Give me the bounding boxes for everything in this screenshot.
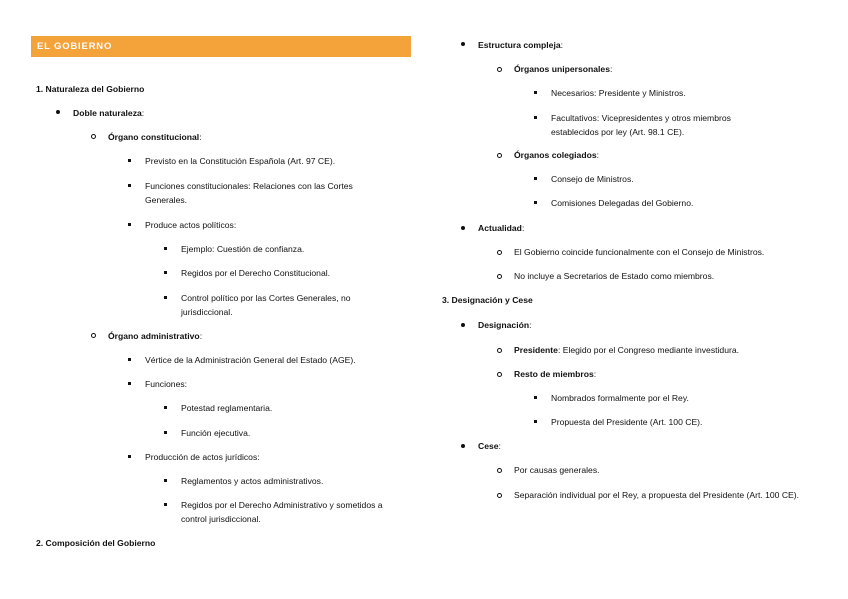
bullet-icon [461,323,465,327]
bullet-icon [534,177,537,180]
list-item: Potestad reglamentaria. [181,403,273,413]
list-item: Control político por las Cortes Generales, no jurisdiccional. [181,293,351,317]
bullet-icon [128,159,131,162]
list-item: Regidos por el Derecho Administrativo y sometidos a control jurisdiccional. [181,500,383,524]
list-item: Doble naturaleza: [73,108,145,118]
bullet-icon [461,226,465,230]
list-item: Cese: [478,441,501,451]
bullet-icon [91,333,96,338]
bullet-icon [164,406,167,409]
list-item: El Gobierno coincide funcionalmente con el Consejo de Ministros. [514,247,765,257]
list-item: Produce actos políticos: [145,220,237,230]
list-item: Nombrados formalmente por el Rey. [551,393,689,403]
bullet-icon [128,382,131,385]
bullet-icon [497,468,502,473]
list-item: Designación: [478,320,532,330]
list-item: Vértice de la Administración General del Estado (AGE). [145,355,356,365]
bullet-icon [534,201,537,204]
bullet-icon [497,67,502,72]
bullet-icon [128,358,131,361]
list-item: Comisiones Delegadas del Gobierno. [551,198,694,208]
bullet-icon [534,396,537,399]
list-item: Funciones constitucionales: Relaciones con las Cortes Generales. [145,181,353,205]
bullet-icon [497,250,502,255]
bullet-icon [128,455,131,458]
bullet-icon [534,116,537,119]
bullet-icon [461,444,465,448]
list-item: No incluye a Secretarios de Estado como miembros. [514,271,715,281]
bullet-icon [164,479,167,482]
list-item: Facultativos: Vicepresidentes y otros miembros establecidos por ley (Art. 98.1 CE). [551,113,731,137]
list-item: Órgano administrativo: [108,331,203,341]
section-banner: EL GOBIERNO [31,36,411,57]
list-item: Por causas generales. [514,465,600,475]
list-item: Presidente: Elegido por el Congreso mediante investidura. [514,345,740,355]
bullet-icon [164,271,167,274]
list-item: Órganos unipersonales: [514,64,613,74]
list-item: Separación individual por el Rey, a propuesta del Presidente (Art. 100 CE). [514,490,800,500]
bullet-icon [497,348,502,353]
list-item: Reglamentos y actos administrativos. [181,476,324,486]
bullet-icon [164,296,167,299]
bullet-icon [534,420,537,423]
bullet-icon [497,493,502,498]
list-item: Regidos por el Derecho Constitucional. [181,268,331,278]
section-1-title: 1. Naturaleza del Gobierno [36,84,145,94]
bullet-icon [534,91,537,94]
list-item: Ejemplo: Cuestión de confianza. [181,244,305,254]
list-item: Producción de actos jurídicos: [145,452,260,462]
list-item: Necesarios: Presidente y Ministros. [551,88,686,98]
list-item: Actualidad: [478,223,525,233]
bullet-icon [164,431,167,434]
list-item: Resto de miembros: [514,369,597,379]
bullet-icon [164,247,167,250]
list-item: Función ejecutiva. [181,428,251,438]
bullet-icon [497,372,502,377]
list-item: Propuesta del Presidente (Art. 100 CE). [551,417,703,427]
bullet-icon [497,274,502,279]
bullet-icon [497,153,502,158]
list-item: Órganos colegiados: [514,150,600,160]
list-item: Estructura compleja: [478,40,564,50]
bullet-icon [128,223,131,226]
list-item: Funciones: [145,379,188,389]
list-item: Previsto en la Constitución Española (Art. 97 CE). [145,156,336,166]
list-item: Órgano constitucional: [108,132,202,142]
bullet-icon [164,503,167,506]
bullet-icon [461,42,465,46]
bullet-icon [128,184,131,187]
section-3-title: 3. Designación y Cese [442,295,533,305]
bullet-icon [91,134,96,139]
bullet-icon [56,110,60,114]
list-item: Consejo de Ministros. [551,174,634,184]
section-2-title: 2. Composición del Gobierno [36,538,156,548]
